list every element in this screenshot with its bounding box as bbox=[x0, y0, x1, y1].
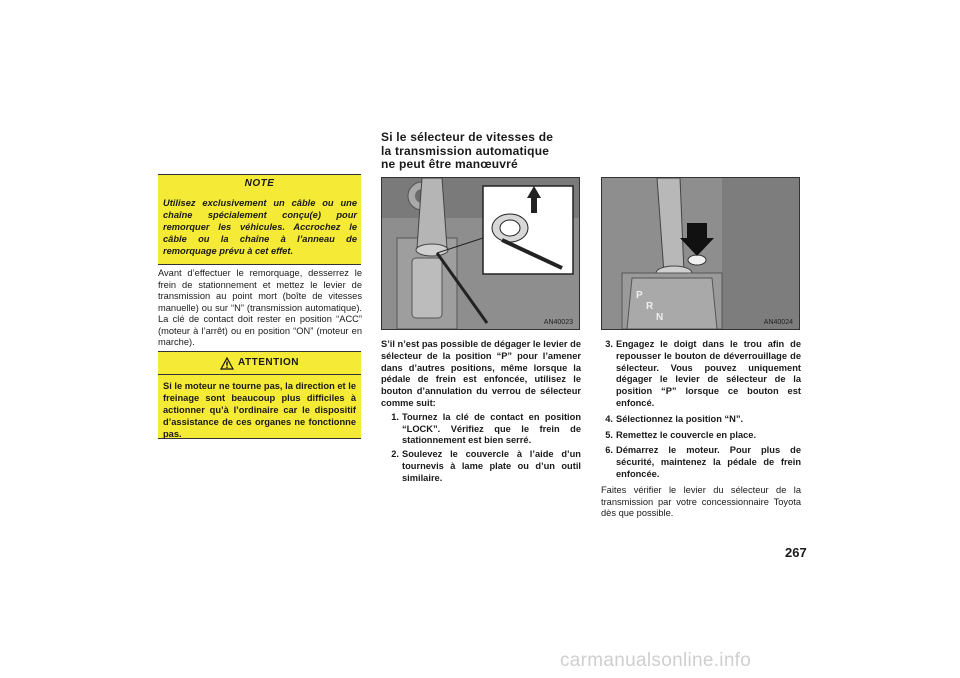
page-number: 267 bbox=[785, 545, 807, 560]
heading-line: ne peut être manœuvré bbox=[381, 157, 518, 171]
svg-text:N: N bbox=[656, 312, 664, 323]
procedure-intro: S’il n’est pas possible de dégager le levier de sélecteur de la position “P” pour l’amener dans d’autres positions, même lorsque la pédale de frein est enfoncée, utilisez le bouton d’annulation du verrou de sélecteur comme suit: bbox=[381, 339, 581, 408]
step-number: 5. bbox=[605, 429, 613, 440]
svg-text:R: R bbox=[646, 301, 654, 312]
watermark: carmanualsonline.info bbox=[560, 650, 752, 671]
shift-lock-release-illustration bbox=[602, 178, 799, 329]
dealer-check-paragraph: Faites vérifier le levier du sélecteur de la transmission par votre concessionnaire Toyota dès que possible. bbox=[601, 484, 801, 519]
step-number: 4. bbox=[605, 413, 613, 424]
attention-body: Si le moteur ne tourne pas, la direction et le freinage sont beaucoup plus difficiles à actionner qu’à l’ordinaire car le dispositif d’assistance de ces organes ne fonctionne pas. bbox=[158, 375, 361, 439]
procedure-step bbox=[601, 430, 801, 442]
step-text: Engagez le doigt dans le trou afin de repousser le bouton de déverrouillage de sélecteur. Vous pouvez uniquement dégager le levier de sélecteur de la position “P” lorsque ce bouton est enfoncé. bbox=[616, 339, 801, 408]
note-title: NOTE bbox=[158, 174, 361, 193]
heading-line: la transmission automatique bbox=[381, 143, 550, 158]
svg-text:P: P bbox=[636, 290, 643, 301]
procedure-step bbox=[601, 445, 801, 480]
right-column-text bbox=[601, 339, 801, 520]
step-number: 6. bbox=[605, 445, 613, 456]
middle-column-text bbox=[381, 339, 581, 485]
procedure-step bbox=[381, 449, 581, 484]
step-text: Soulevez le couvercle à l’aide d’un tournevis à lame plate ou d’un outil similaire. bbox=[402, 449, 581, 483]
step-text: Tournez la clé de contact en position “LOCK”. Vérifiez que le frein de stationnement est bien serré. bbox=[402, 411, 581, 446]
figure-code: AN40023 bbox=[543, 319, 573, 326]
section-heading bbox=[381, 131, 581, 172]
figure-shift-lock-release bbox=[601, 177, 800, 330]
note-box bbox=[158, 174, 361, 263]
procedure-step bbox=[601, 339, 801, 410]
step-text: Remettez le couvercle en place. bbox=[616, 429, 757, 440]
towing-paragraph: Avant d’effectuer le remorquage, desserrez le frein de stationnement et mettez le levier de transmission au point mort (boîte de vitesses manuelle) ou sur “N” (transmission automatique). La clé de contact doit rester en position “ACC” (moteur à l’arrêt) ou en position “ON” (moteur en marche). bbox=[158, 268, 362, 347]
procedure-step bbox=[601, 414, 801, 426]
step-number: 3. bbox=[605, 339, 613, 349]
heading-line: Si le sélecteur de vitesses de bbox=[381, 130, 554, 144]
step-number: 1. bbox=[391, 411, 399, 422]
shift-lever-screwdriver-illustration bbox=[382, 178, 579, 329]
attention-title: ATTENTION bbox=[238, 357, 299, 368]
attention-header bbox=[158, 351, 361, 375]
step-text: Démarrez le moteur. Pour plus de sécurité, maintenez la pédale de frein enfoncée. bbox=[616, 445, 801, 479]
figure-code: AN40024 bbox=[763, 319, 793, 326]
attention-box bbox=[158, 351, 361, 437]
step-number: 2. bbox=[391, 449, 399, 460]
warning-triangle-icon bbox=[220, 357, 234, 370]
note-body: Utilisez exclusivement un câble ou une chaîne spécialement conçu(e) pour remorquer les véhicules. Accrochez le câble ou la chaîne à l’anneau de remorquage prévu à cet effet. bbox=[158, 193, 361, 265]
step-text: Sélectionnez la position “N”. bbox=[616, 413, 744, 424]
figure-shift-lever-cover bbox=[381, 177, 580, 330]
procedure-step bbox=[381, 412, 581, 447]
